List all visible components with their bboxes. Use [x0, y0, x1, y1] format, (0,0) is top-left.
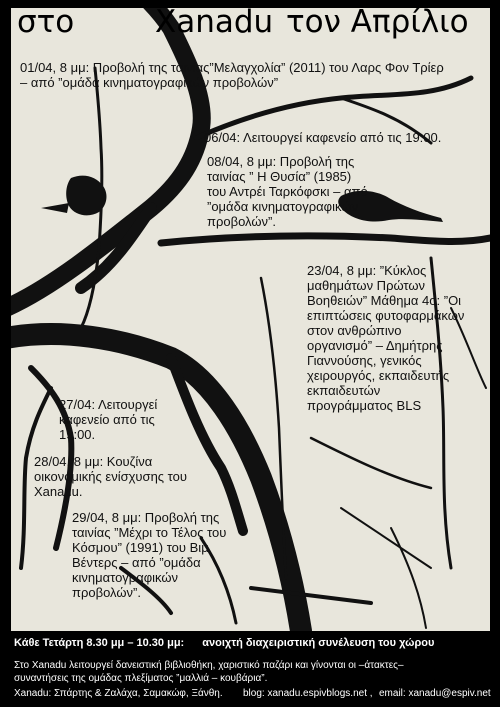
event-line: οργανισμό” – Δημήτρης [307, 338, 443, 353]
event-line: 06/04: Λειτουργεί καφενείο από τις 19:00. [204, 130, 442, 145]
event-line: 01/04, 8 μμ: Προβολή της ταινίας”Μελαγχολία” (2011) του Λαρς Φον Τρίερ [20, 60, 444, 75]
weekly-when: Κάθε Τετάρτη 8.30 μμ – 10.30 μμ: [14, 637, 185, 649]
photo-background [11, 8, 490, 631]
event-4 [307, 263, 464, 413]
note-line: Στο Xanadu λειτουργεί δανειστική βιβλιοθήκη, χαριστικό παζάρι και γίνονται οι –άτακτες– [14, 660, 404, 671]
event-line: Κόσμου” (1991) του Βιμ [72, 540, 209, 555]
event-line: 08/04, 8 μμ: Προβολή της [207, 154, 355, 169]
event-line: – από ”ομάδα κινηματογραφικών προβολών” [20, 75, 279, 90]
weekly-what: ανοιχτή διαχειριστική συνέλευση του χώρου [202, 637, 435, 649]
event-line: προγράμματος BLS [307, 398, 422, 413]
event-7 [72, 510, 226, 600]
email-link[interactable]: email: xanadu@espiv.net [379, 688, 491, 699]
event-line: Βέντερς – από ”ομάδα [72, 555, 201, 570]
event-6 [34, 454, 187, 499]
title-part: τον Απρίλιο [286, 4, 469, 40]
footer [0, 631, 500, 707]
event-line: Γιαννούσης, γενικός [307, 353, 422, 368]
info-note [14, 659, 404, 685]
event-line: προβολών”. [72, 585, 141, 600]
event-line: Xanadu. [34, 484, 83, 499]
event-line: ταινίας ” Η Θυσία” (1985) [207, 169, 352, 184]
event-line: προβολών”. [207, 214, 276, 229]
event-line: ”ομάδα κινηματογραφικών [207, 199, 358, 214]
event-3 [207, 154, 368, 229]
event-line: στον ανθρώπινο [307, 323, 402, 338]
event-2 [204, 130, 441, 145]
event-line: χειρουργός, εκπαιδευτής [307, 368, 450, 383]
poster-title [0, 4, 500, 44]
event-line: του Αντρέι Ταρκόφσκι – από [207, 184, 368, 199]
event-line: 19:00. [59, 427, 96, 442]
title-part: Xanadu [155, 4, 274, 40]
event-line: οικονομικής ενίσχυσης του [34, 469, 187, 484]
blog-link[interactable]: blog: xanadu.espivblogs.net , [243, 688, 373, 699]
address: Xanadu: Σπάρτης & Ζαλάχα, Σαμακώφ, Ξάνθη. [14, 688, 223, 699]
weekly-meeting [14, 637, 434, 649]
event-line: εκπαιδευτών [307, 383, 381, 398]
event-line: 29/04, 8 μμ: Προβολή της [72, 510, 220, 525]
event-line: 27/04: Λειτουργεί [59, 397, 158, 412]
event-line: 23/04, 8 μμ: ”Κύκλος [307, 263, 427, 278]
event-line: Βοηθειών” Μάθημα 4ο: ”Οι [307, 293, 462, 308]
event-line: ταινίας ”Μέχρι το Τέλος του [72, 525, 227, 540]
title-part: στο [17, 4, 75, 40]
event-line: καφενείο από τις [59, 412, 155, 427]
event-1 [20, 60, 444, 90]
event-line: μαθημάτων Πρώτων [307, 278, 426, 293]
note-line: συναντήσεις της ομάδας πλεξίματος ”μαλλιά – κουβάρια”. [14, 673, 268, 684]
event-line: 28/04, 8 μμ: Κουζίνα [34, 454, 153, 469]
event-5 [59, 397, 157, 442]
event-line: επιπτώσεις φυτοφαρμάκων [307, 308, 465, 323]
event-line: κινηματογραφικών [72, 570, 179, 585]
